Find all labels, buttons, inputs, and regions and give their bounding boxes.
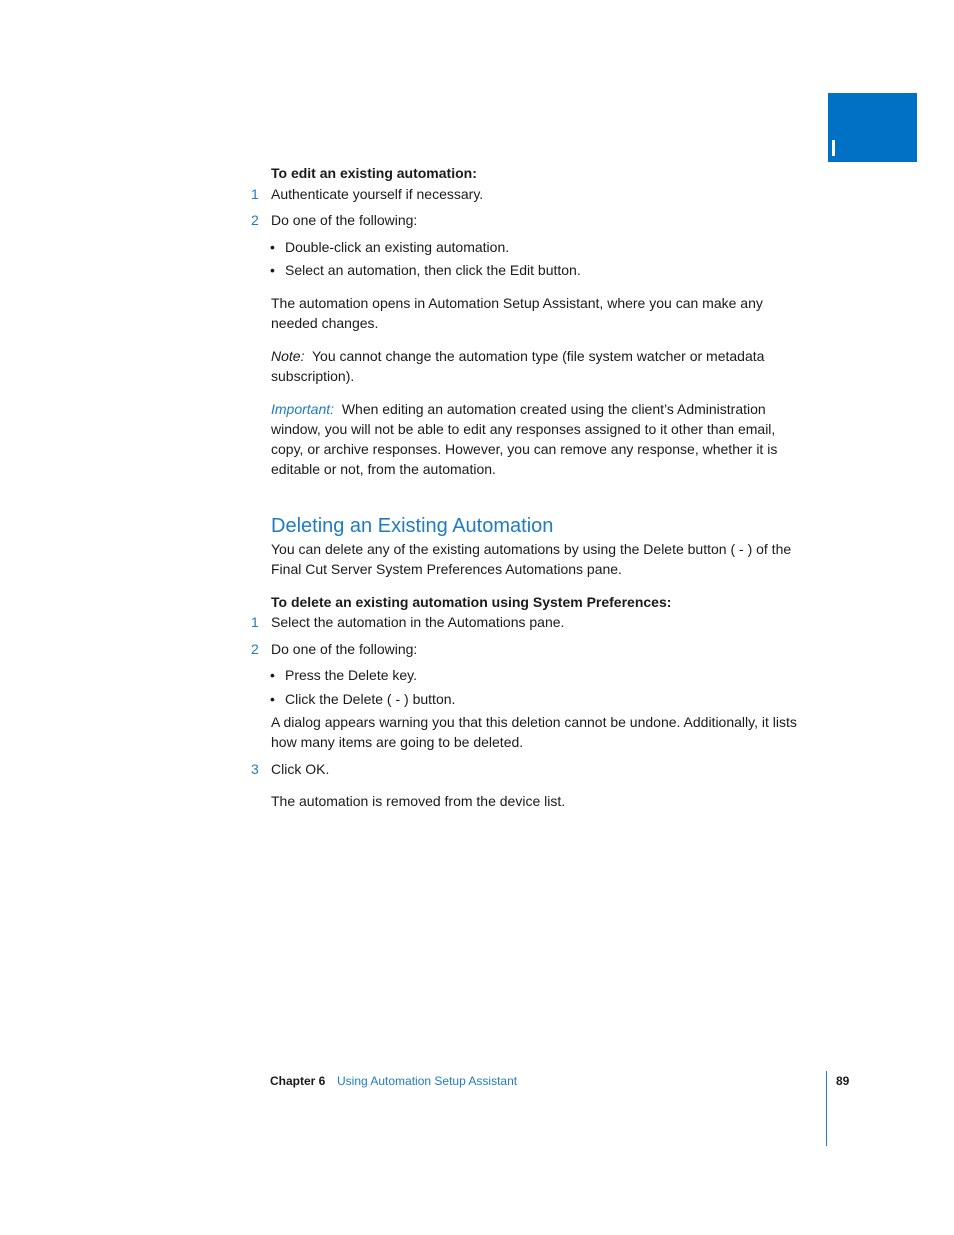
chapter-tab — [828, 93, 917, 162]
step-text: Do one of the following: — [271, 212, 418, 228]
footer-chapter-title: Using Automation Setup Assistant — [337, 1074, 518, 1088]
note-line — [271, 346, 764, 366]
task-title-delete: To delete an existing automation using System Preferences: — [271, 594, 672, 610]
note-text: You cannot change the automation type (file system watcher or metadata — [312, 348, 765, 364]
step-text: Select the automation in the Automations pane. — [271, 614, 565, 630]
paragraph-line: The automation opens in Automation Setup Assistant, where you can make any — [271, 295, 763, 311]
footer-divider — [826, 1071, 827, 1146]
bullet-mark: • — [270, 691, 275, 707]
dialog-line: how many items are going to be deleted. — [271, 734, 524, 750]
chapter-tab-marker — [832, 140, 835, 156]
section-heading: Deleting an Existing Automation — [271, 515, 554, 537]
bullet-mark: • — [270, 262, 275, 278]
bullet-mark: • — [270, 239, 275, 255]
step-number: 3 — [251, 761, 259, 777]
bullet-item: Press the Delete key. — [285, 667, 418, 683]
important-line: window, you will not be able to edit any responses assigned to it other than email, — [271, 421, 776, 437]
step-number: 1 — [251, 614, 259, 630]
bullet-item: Select an automation, then click the Edit button. — [285, 262, 581, 278]
important-label: Important: — [271, 401, 335, 417]
bullet-item: Double-click an existing automation. — [285, 239, 510, 255]
important-line — [271, 399, 766, 419]
page-number: 89 — [836, 1074, 850, 1088]
intro-line: You can delete any of the existing automations by using the Delete button ( - ) of the — [271, 541, 792, 557]
step-number: 2 — [251, 212, 259, 228]
step-number: 2 — [251, 641, 259, 657]
bullet-mark: • — [270, 667, 275, 683]
footer-chapter: Chapter 6 — [270, 1074, 326, 1088]
important-text: When editing an automation created using the client’s Administration — [341, 401, 766, 417]
step-text: Authenticate yourself if necessary. — [271, 186, 484, 202]
task-title-edit: To edit an existing automation: — [271, 165, 477, 181]
result-text: The automation is removed from the device list. — [271, 793, 566, 809]
important-line: copy, or archive responses. However, you can remove any response, whether it is — [271, 441, 778, 457]
bullet-item: Click the Delete ( - ) button. — [285, 691, 456, 707]
step-text: Do one of the following: — [271, 641, 418, 657]
step-number: 1 — [251, 186, 259, 202]
step-text: Click OK. — [271, 761, 330, 777]
important-line: editable or not, from the automation. — [271, 461, 496, 477]
dialog-line: A dialog appears warning you that this deletion cannot be undone. Additionally, it lists — [271, 714, 797, 730]
note-line: subscription). — [271, 368, 355, 384]
note-label: Note: — [271, 348, 305, 364]
intro-line: Final Cut Server System Preferences Automations pane. — [271, 561, 622, 577]
paragraph-line: needed changes. — [271, 315, 379, 331]
